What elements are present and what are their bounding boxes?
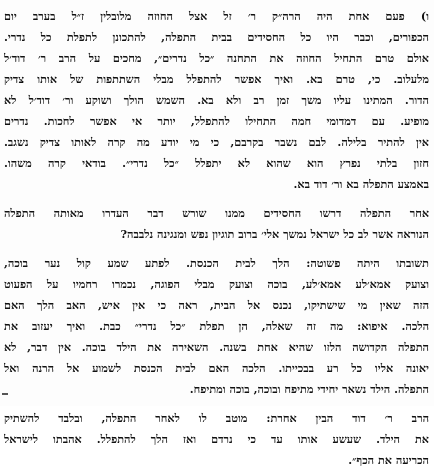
text-line: אולם טרם התחיל החוזה את התחנה ״כל נדרים״, מחכים על הרב ר׳ דוד׳ל [4, 51, 429, 65]
paragraph-spacer [4, 195, 429, 203]
text-line: התפלה. הילד נשאר יחידי מתיפח ובוכה, בוכה ומתיפח. [189, 382, 429, 396]
text-line: ו) פעם אחת היה הרה״ק ר׳ זל אצל החוזה מלובלין ז״ל בערב יום [4, 9, 429, 23]
paragraph-spacer [4, 245, 429, 253]
text-line: וצועק אמא׳לע אמא׳לע, בוכה וצועק מבלי הפוגה, נכמרו רחמיו על הפעוט [4, 277, 429, 291]
text-line: את הילד. שעשע אותו עד כי נרדם ואז הלך להתפלל. אהבתו לישראל [4, 432, 429, 446]
paragraph-conclusion [4, 408, 429, 471]
text-line: הרב ר׳ דוד הבין אחרת: מוטב לו לאחר התפלה, ובלבד להשתיק [4, 411, 429, 425]
text-line: התפלה הקדושה הלזו שהיא אחת בשנה. השאירה את הילד בוכה. אין דבר, לא [4, 340, 429, 354]
text-line: חזון בלתי נפרץ הוא שהוא לא יתפלל ״כל נדרי״. בודאי קרה משהו. [4, 156, 429, 170]
text-line: הזה שאין מי שישתיקו, נכנס אל הבית, ראה כי אין איש, האב הלך האם [4, 298, 429, 312]
paragraph-answer [4, 253, 429, 400]
document-text-column [4, 6, 429, 471]
text-line: הכריעה את הכף״. [348, 453, 429, 467]
text-line: אחר התפלה דרשו החסידים ממנו שורש דבר העדרו מאותה התפלה [4, 206, 429, 220]
paragraph-question [4, 203, 429, 245]
paragraph-spacer [4, 400, 429, 408]
scan-margin-mark [2, 393, 8, 395]
text-line: באמצע התפלה בא ור׳ דוד בא. [293, 177, 429, 191]
text-line: אין להתיר בלילה. לבם נשבר בקרבם, כי מי יודע מה קרה לאותו צדיק נשגב. [4, 135, 429, 149]
paragraph-story-intro [4, 6, 429, 195]
text-line: הכפורים, וכבר היו כל החסידים בבית התפלה, להתכונן לתפלת כל נדרי. [4, 30, 429, 44]
text-line: הדור. המתינו עליו משך זמן רב ולא בא. השמש הולך ושוקע ור׳ דוד׳ל לא [4, 93, 429, 107]
text-line: הלכה. איפוא: מה זה שאלה, הן תפלת ״כל נדרי״ כבת. ואיך יעזוב את [4, 319, 429, 333]
text-line: הנוראה אשר לב כל ישראל נמשך אלי׳ ברוב תוגיון נפש ומנגינה נלבבה? [120, 227, 429, 241]
text-line: מלעלוב. כי, טרם בא. ואיך אפשר להתפלל מבלי השתתפות של אותו צדיק [4, 72, 429, 86]
text-line: מופיע. עם דמדומי חמה התחילו להתפלל, יותר אי אפשר לחכות. נדרים [4, 114, 429, 128]
text-line: תשובתו היתה פשוטה: הלך לבית הכנסת. לפתע שמע קול נער בוכה, [4, 256, 429, 270]
text-line: יאונה אליו כל רע בבכייתו. הלכה האם לבית הכנסת לשמוע אל הרנה ואל [4, 361, 429, 375]
